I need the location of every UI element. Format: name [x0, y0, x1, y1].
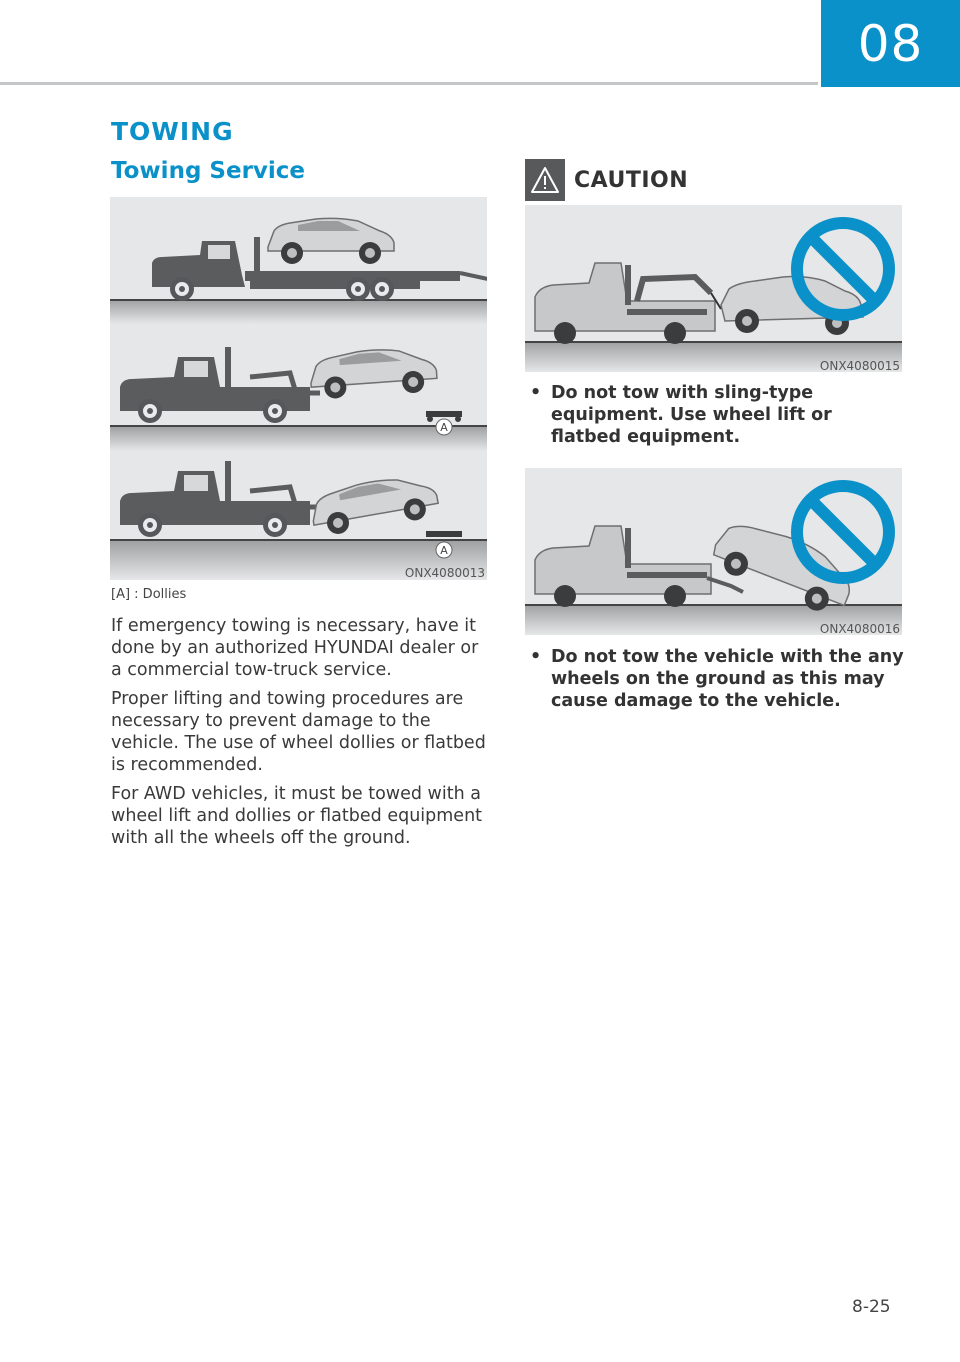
figure-code-3: ONX4080016 — [819, 622, 900, 636]
bullet-dot-2: • — [530, 647, 542, 667]
sub-title: Towing Service — [111, 158, 306, 184]
towing-methods-figure — [110, 197, 487, 580]
body-paragraph-2: Proper lifting and towing procedures are necessary to prevent damage to the vehicle. The use of wheel dollies or flatbed is recommended. — [111, 689, 486, 775]
body-paragraph-3: For AWD vehicles, it must be towed with a wheel lift and dollies or flatbed equipment with all the wheels off the ground. — [111, 784, 483, 848]
caution-bullet-2 — [530, 646, 905, 712]
page-number: 8-25 — [852, 1297, 891, 1317]
chapter-tab — [821, 0, 960, 87]
figure-code: ONX4080013 — [404, 566, 485, 580]
dolly-marker-a: A — [440, 421, 448, 434]
prohibited-icon-2 — [797, 486, 889, 578]
caution-text-1: Do not tow with sling-type equipment. Use wheel lift or flatbed equipment. — [551, 383, 832, 447]
dolly-marker-a-2: A — [440, 544, 448, 557]
towing-methods-illustration — [110, 197, 487, 580]
wheel-lift-truck — [120, 461, 320, 537]
caution-text-2: Do not tow the vehicle with the any wheels on the ground as this may cause damage to the vehicle. — [551, 647, 904, 711]
body-paragraph-1: If emergency towing is necessary, have it done by an authorized HYUNDAI dealer or a commercial tow-truck service. — [111, 616, 479, 680]
figure-caption: [A] : Dollies — [111, 587, 187, 602]
caution-bullet-1 — [530, 382, 905, 448]
chapter-number: 08 — [857, 14, 924, 73]
section-title: TOWING — [111, 117, 234, 146]
wheel-lift-truck-dollies — [120, 347, 320, 423]
caution-heading — [525, 159, 688, 201]
caution-label: CAUTION — [574, 167, 689, 193]
sling-tow-prohibited-figure — [525, 205, 902, 372]
figure-code-2: ONX4080015 — [819, 359, 900, 373]
wheels-on-ground-prohibited-figure — [525, 468, 902, 635]
warning-triangle-icon — [525, 159, 565, 201]
header-rule — [0, 82, 818, 85]
bullet-dot: • — [530, 383, 542, 403]
